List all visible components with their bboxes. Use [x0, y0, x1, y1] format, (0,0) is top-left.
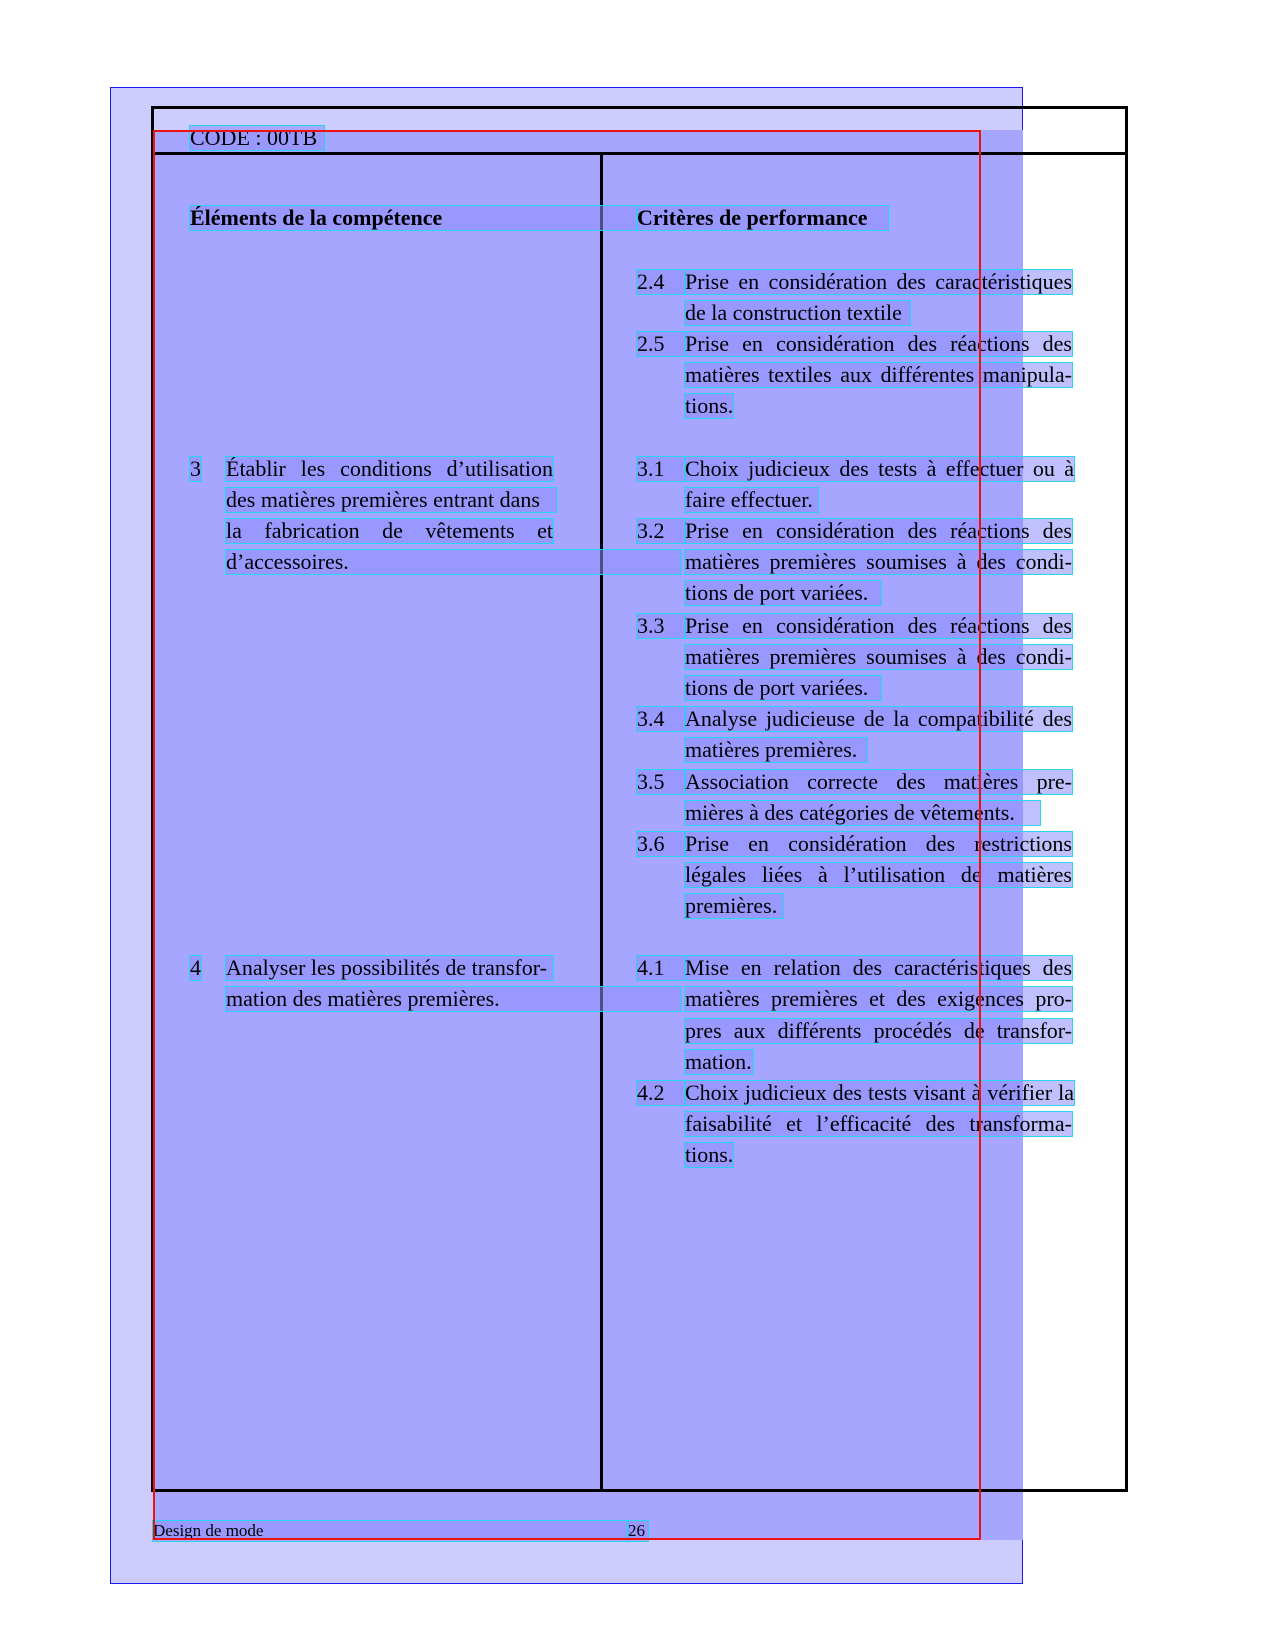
criterion-number: 2.4	[637, 270, 685, 294]
criterion-line: faire effectuer.	[685, 488, 818, 512]
element-line: la fabrication de vêtements et	[226, 518, 553, 543]
element-line: Analyser les possibilités de transfor-	[226, 956, 553, 980]
criterion-number: 3.6	[637, 832, 685, 856]
criterion-line: Association correcte des matières pre-	[685, 769, 1072, 794]
criterion-line: matières premières soumises à des condi-	[685, 644, 1072, 669]
content-bounds-overlay	[153, 130, 981, 1540]
criterion-line: Analyse judicieuse de la compatibilité des	[685, 706, 1072, 731]
criterion-number: 3.4	[637, 707, 685, 731]
criterion-line: Choix judicieux des tests visant à vérifier la	[685, 1080, 1074, 1105]
criterion-line: Prise en considération des restrictions	[685, 831, 1072, 856]
element-line: d’accessoires.	[226, 550, 681, 574]
criterion-number: 3.3	[637, 614, 685, 638]
element-number: 3	[190, 456, 201, 481]
criterion-line: matières premières et des exigences pro-	[685, 986, 1072, 1011]
element-number: 4	[190, 955, 201, 980]
criterion-line: Prise en considération des réactions des	[685, 331, 1072, 356]
criterion-number: 4.1	[637, 956, 685, 980]
criterion-line: tions de port variées.	[685, 676, 881, 700]
criterion-line: tions.	[685, 393, 734, 418]
document-code: CODE : 00TB	[190, 126, 324, 150]
criterion-line: Prise en considération des réactions des	[685, 518, 1072, 543]
criterion-line: tions de port variées.	[685, 581, 881, 605]
criterion-number: 4.2	[637, 1081, 685, 1105]
criterion-line: faisabilité et l’efficacité des transforma-	[685, 1111, 1072, 1136]
element-line: des matières premières entrant dans	[226, 488, 556, 512]
right-column-heading: Critères de performance	[637, 206, 888, 230]
footer-title: Design de mode	[153, 1521, 628, 1541]
criterion-line: Mise en relation des caractéristiques des	[685, 955, 1072, 980]
element-line: mation des matières premières.	[226, 987, 681, 1011]
criterion-number: 3.1	[637, 457, 685, 481]
criterion-number: 2.5	[637, 332, 685, 356]
criterion-line: matières premières.	[685, 738, 867, 762]
left-column-heading: Éléments de la compétence	[190, 206, 637, 230]
criterion-number: 3.2	[637, 519, 685, 543]
criterion-line: Choix judicieux des tests à effectuer ou à	[685, 456, 1074, 481]
criterion-number: 3.5	[637, 770, 685, 794]
criterion-line: matières textiles aux différentes manipula-	[685, 362, 1072, 387]
element-line: Établir les conditions d’utilisation	[226, 456, 553, 481]
page-number: 26	[628, 1521, 648, 1541]
criterion-line: Prise en considération des réactions des	[685, 613, 1072, 638]
criterion-line: mières à des catégories de vêtements.	[685, 801, 1040, 825]
criterion-line: matières premières soumises à des condi-	[685, 549, 1072, 574]
criterion-line: mation.	[685, 1049, 752, 1074]
criterion-line: Prise en considération des caractéristiques	[685, 269, 1072, 294]
criterion-line: de la construction textile	[685, 301, 910, 325]
criterion-line: tions.	[685, 1142, 734, 1167]
criterion-line: légales liées à l’utilisation de matières	[685, 862, 1072, 887]
criterion-line: pres aux différents procédés de transfor-	[685, 1018, 1072, 1043]
criterion-line: premières.	[685, 894, 783, 918]
